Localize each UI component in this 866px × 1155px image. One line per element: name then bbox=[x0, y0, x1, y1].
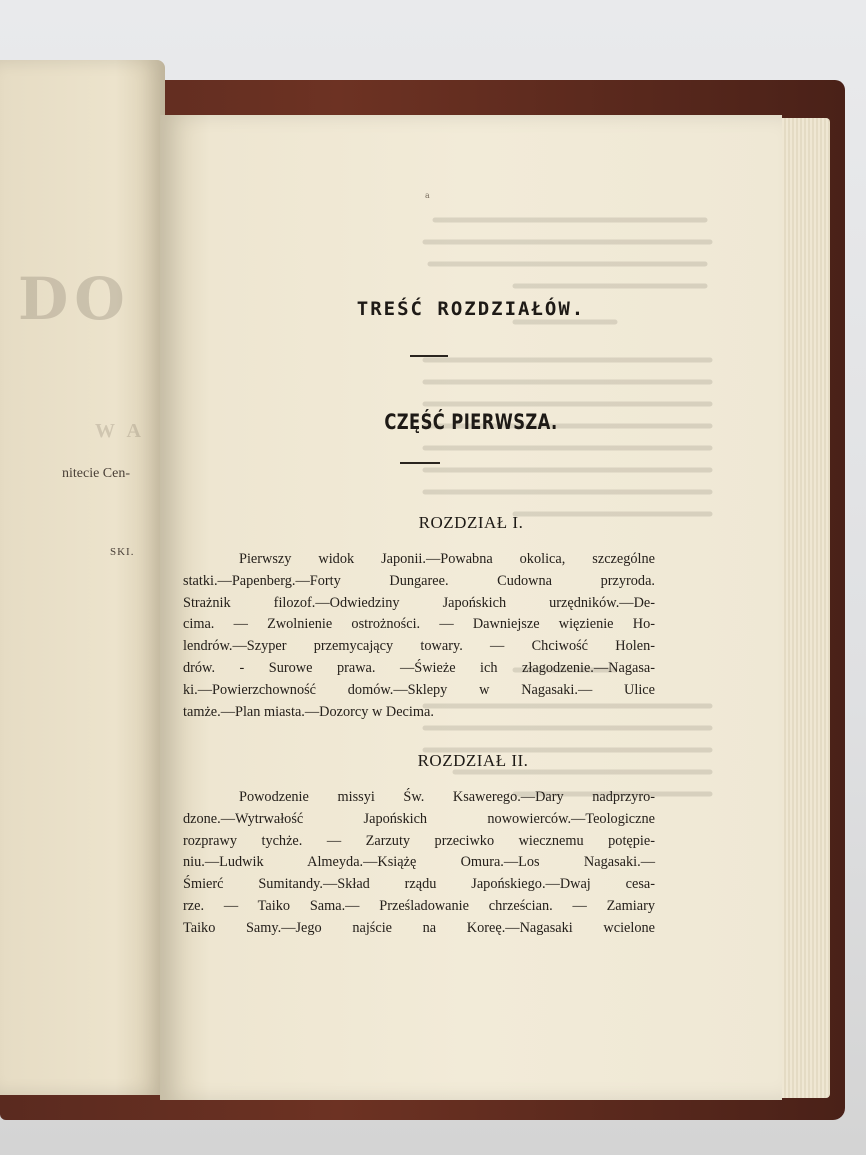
chapter-1-summary bbox=[183, 549, 655, 723]
part-title: CZĘŚĆ PIERWSZA. bbox=[384, 410, 558, 434]
chapter-2-line: Powodzenie missyi Św. Ksawerego.—Dary nadprzyro- bbox=[239, 789, 655, 805]
chapter-1-line: ki.—Powierzchowność domów.—Sklepy w Nagasaki.— Ulice bbox=[183, 681, 655, 698]
chapter-2-line: rozprawy tychże. — Zarzuty przeciwko wiecznemu potępie- bbox=[183, 832, 655, 849]
chapter-1-line: drów. - Surowe prawa. —Świeże ich złagodzenie.—Nagasa- bbox=[183, 659, 655, 676]
chapter-1-line: tamże.—Plan miasta.—Dozorcy w Decima. bbox=[183, 703, 434, 720]
chapter-1-line: lendrów.—Szyper przemycający towary. — Chciwość Holen- bbox=[183, 638, 655, 655]
divider-rule-2 bbox=[400, 462, 440, 464]
page-mark: a bbox=[425, 191, 430, 200]
left-page-text-fragment-1: nitecie Cen- bbox=[62, 466, 131, 481]
chapter-2-line: Śmierć Sumitandy.—Skład rządu Japońskiego.—Dwaj cesa- bbox=[183, 876, 655, 893]
left-page bbox=[0, 60, 165, 1095]
left-page-text-fragment-2: SKI. bbox=[110, 546, 135, 558]
chapter-2-line: Taiko Samy.—Jego najście na Koreę.—Nagasaki wcielone bbox=[183, 919, 655, 936]
chapter-1-line: Pierwszy widok Japonii.—Powabna okolica, szczególne bbox=[239, 551, 655, 567]
chapter-2-line: dzone.—Wytrwałość Japońskich nowowierców.—Teologiczne bbox=[183, 810, 655, 827]
divider-rule-1 bbox=[410, 355, 448, 357]
chapter-2-summary bbox=[183, 787, 655, 940]
chapter-2-line: niu.—Ludwik Almeyda.—Książę Omura.—Los Nagasaki.— bbox=[183, 854, 655, 871]
chapter-1-title: ROZDZIAŁ I. bbox=[418, 513, 524, 532]
left-page-big-letters: DO bbox=[18, 265, 131, 333]
chapter-2-title: ROZDZIAŁ II. bbox=[417, 751, 529, 770]
contents-title: TREŚĆ ROZDZIAŁÓW. bbox=[356, 298, 586, 320]
chapter-1-line: statki.—Papenberg.—Forty Dungaree. Cudowna przyroda. bbox=[183, 572, 655, 589]
chapter-1-line: Strażnik filozof.—Odwiedziny Japońskich urzędników.—De- bbox=[183, 594, 655, 611]
chapter-1-line: cima. — Zwolnienie ostrożności. — Dawniejsze więzienie Ho- bbox=[183, 616, 655, 633]
right-page bbox=[160, 115, 782, 1100]
chapter-2-line: rze. — Taiko Sama.— Prześladowanie chrześcian. — Zamiary bbox=[183, 897, 655, 914]
left-page-fragment-wa: W A bbox=[95, 420, 145, 442]
